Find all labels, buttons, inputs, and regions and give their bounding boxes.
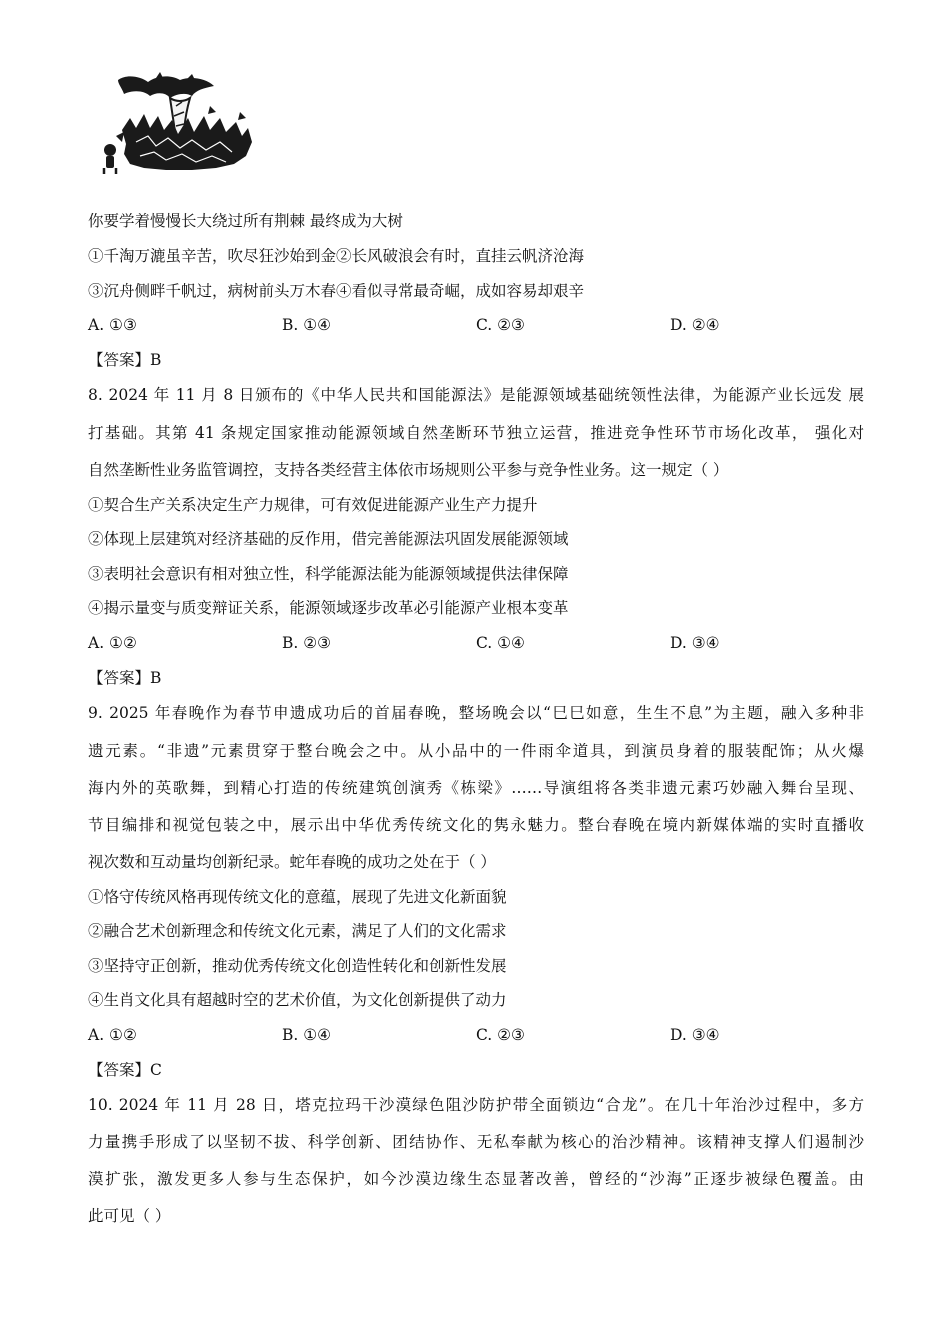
q9-stem-line: 遗元素。“非遗”元素贯穿于整台晚会之中。从小品中的一件雨伞道具，到演员身着的服装配饰；从火爆 xyxy=(88,742,864,760)
q9-option-d[interactable]: D. ③④ xyxy=(670,1026,720,1044)
q8-option-c[interactable]: C. ①④ xyxy=(476,634,525,652)
q9-statement: ②融合艺术创新理念和传统文化元素，满足了人们的文化需求 xyxy=(88,922,507,940)
q9-statement: ③坚持守正创新，推动优秀传统文化创造性转化和创新性发展 xyxy=(88,957,507,975)
q10-stem-line: 漠扩张，激发更多人参与生态保护，如今沙漠边缘生态显著改善，曾经的“沙海”正逐步被绿色覆盖。由 xyxy=(88,1170,864,1188)
q9-statement: ④生肖文化具有超越时空的艺术价值，为文化创新提供了动力 xyxy=(88,991,507,1009)
q8-statement: ④揭示量变与质变辩证关系，能源领域逐步改革必引能源产业根本变革 xyxy=(88,599,569,617)
q8-stem-line: 8. 2024 年 11 月 8 日颁布的《中华人民共和国能源法》是能源领域基础统领性法律，为能源产业长远发 展 xyxy=(88,386,864,404)
q8-statement: ③表明社会意识有相对独立性，科学能源法能为能源领域提供法律保障 xyxy=(88,565,569,583)
q9-answer: 【答案】C xyxy=(88,1061,162,1079)
q8-stem-line: 打基础。其第 41 条规定国家推动能源领域自然垄断环节独立运营，推进竞争性环节市场化改革， 强化对 xyxy=(88,424,864,442)
q8-statement: ①契合生产关系决定生产力规律，可有效促进能源产业生产力提升 xyxy=(88,496,538,514)
q7-statement-line: ③沉舟侧畔千帆过，病树前头万木春④看似寻常最奇崛，成如容易却艰辛 xyxy=(88,282,585,300)
q9-stem-line: 9. 2025 年春晚作为春节申遗成功后的首届春晚，整场晚会以“巳巳如意，生生不息”为主题，融入多种非 xyxy=(88,704,864,722)
q8-stem-line: 自然垄断性业务监管调控，支持各类经营主体依市场规则公平参与竞争性业务。这一规定（ ） xyxy=(88,461,729,479)
q9-option-b[interactable]: B. ①④ xyxy=(282,1026,332,1044)
q7-caption: 你要学着慢慢长大绕过所有荆棘 最终成为大树 xyxy=(88,212,403,230)
q7-option-d[interactable]: D. ②④ xyxy=(670,316,720,334)
q8-option-d[interactable]: D. ③④ xyxy=(670,634,720,652)
q8-answer: 【答案】B xyxy=(88,669,162,687)
q7-option-b[interactable]: B. ①④ xyxy=(282,316,332,334)
q7-answer: 【答案】B xyxy=(88,351,162,369)
tree-illustration xyxy=(96,72,258,176)
q8-statement: ②体现上层建筑对经济基础的反作用，借完善能源法巩固发展能源领域 xyxy=(88,530,569,548)
q9-stem-line: 海内外的英歌舞，到精心打造的传统建筑创演秀《栋梁》……导演组将各类非遗元素巧妙融入舞台呈现、 xyxy=(88,779,864,797)
q9-stem-line: 视次数和互动量均创新纪录。蛇年春晚的成功之处在于（ ） xyxy=(88,853,496,871)
q9-option-a[interactable]: A. ①② xyxy=(88,1026,137,1044)
q9-statement: ①恪守传统风格再现传统文化的意蕴，展现了先进文化新面貌 xyxy=(88,888,507,906)
q7-option-a[interactable]: A. ①③ xyxy=(88,316,137,334)
q10-stem-line: 力量携手形成了以坚韧不拔、科学创新、团结协作、无私奉献为核心的治沙精神。该精神支撑人们遏制沙 xyxy=(88,1133,864,1151)
q10-stem-line: 10. 2024 年 11 月 28 日，塔克拉玛干沙漠绿色阻沙防护带全面锁边“合龙”。在几十年治沙过程中，多方 xyxy=(88,1096,864,1114)
q9-stem-line: 节目编排和视觉包装之中，展示出中华优秀传统文化的隽永魅力。整台春晚在境内新媒体端的实时直播收 xyxy=(88,816,864,834)
q7-option-c[interactable]: C. ②③ xyxy=(476,316,525,334)
q9-option-c[interactable]: C. ②③ xyxy=(476,1026,525,1044)
q10-stem-line: 此可见（ ） xyxy=(88,1207,171,1225)
q7-statement-line: ①千淘万漉虽辛苦，吹尽狂沙始到金②长风破浪会有时，直挂云帆济沧海 xyxy=(88,247,585,265)
q8-option-a[interactable]: A. ①② xyxy=(88,634,137,652)
q8-option-b[interactable]: B. ②③ xyxy=(282,634,332,652)
